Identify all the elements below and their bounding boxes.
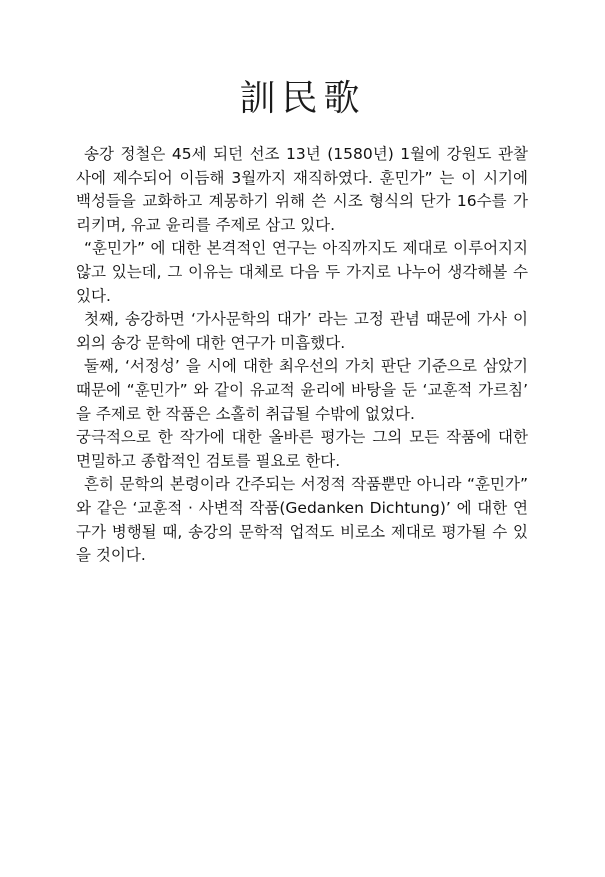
paragraph-1: 송강 정철은 45세 되던 선조 13년 (1580년) 1월에 강원도 관찰사에 제수되어 이듬해 3월까지 재직하였다. 훈민가” 는 이 시기에 백성들을 교화하고 계몽하기 위해 쓴 시조 형식의 단가 16수를 가리키며, 유교 윤리를 주제로 삼고 있다. <box>76 145 528 234</box>
paragraph-3: 첫째, 송강하면 ‘가사문학의 대가’ 라는 고정 관념 때문에 가사 이외의 송강 문학에 대한 연구가 미흡했다. <box>76 310 528 352</box>
body-text <box>76 143 528 568</box>
paragraph-6: 흔히 문학의 본령이라 간주되는 서정적 작품뿐만 아니라 “훈민가” 와 같은 ‘교훈적 · 사변적 작품(Gedanken Dichtung)’ 에 대한 연구가 병행될 때, 송강의 문학적 업적도 비로소 제대로 평가될 수 있을 것이다. <box>76 475 528 565</box>
paragraph-5: 궁극적으로 한 작가에 대한 올바른 평가는 그의 모든 작품에 대한 면밀하고 종합적인 검토를 필요로 한다. <box>76 428 528 470</box>
paragraph-4: 둘째, ‘서정성’ 을 시에 대한 최우선의 가치 판단 기준으로 삼았기 때문에 “훈민가” 와 같이 유교적 윤리에 바탕을 둔 ‘교훈적 가르침’ 을 주제로 한 작품은 소홀히 취급될 수밖에 없었다. <box>76 357 528 423</box>
page-title: 訓民歌 <box>239 78 366 119</box>
paragraph-2: “훈민가” 에 대한 본격적인 연구는 아직까지도 제대로 이루어지지 않고 있는데, 그 이유는 대체로 다음 두 가지로 나누어 생각해볼 수 있다. <box>76 239 528 305</box>
